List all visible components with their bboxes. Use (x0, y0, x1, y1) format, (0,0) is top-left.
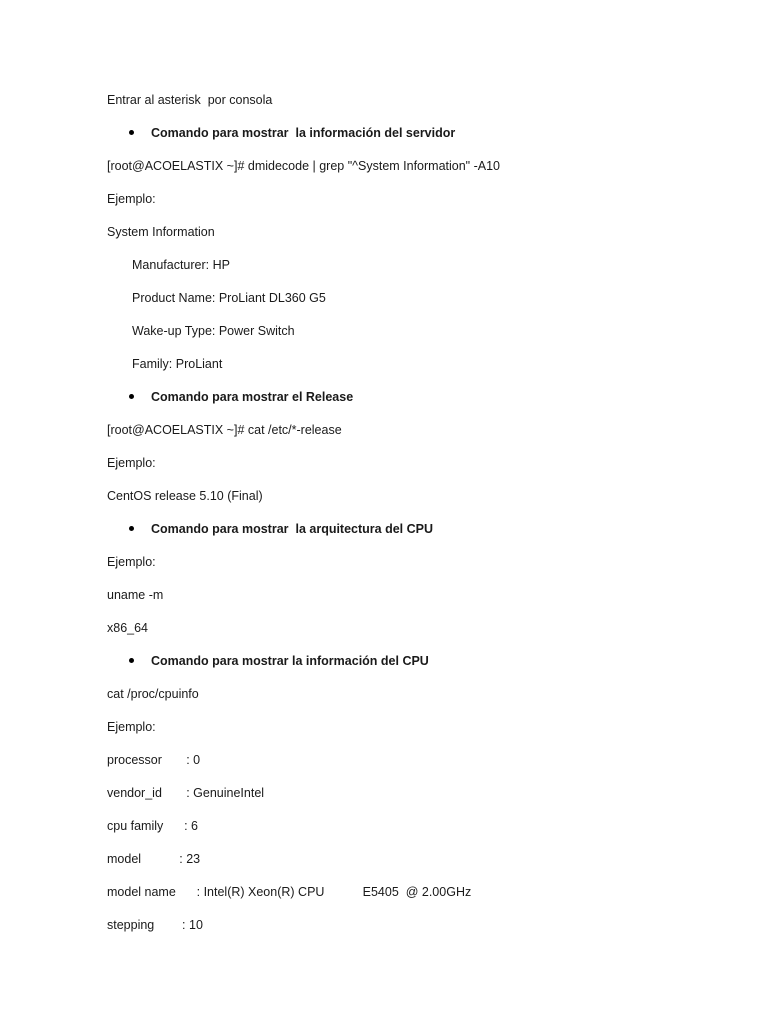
release-output: CentOS release 5.10 (Final) (107, 489, 263, 503)
heading-release: Comando para mostrar el Release (151, 390, 354, 404)
example-label: Ejemplo: (107, 192, 156, 206)
heading-cpu-architecture: Comando para mostrar la arquitectura del CPU (151, 522, 434, 536)
bullet-icon (129, 130, 134, 135)
command-dmidecode: [root@ACOELASTIX ~]# dmidecode | grep "^System Information" -A10 (107, 159, 500, 173)
example-label: Ejemplo: (107, 720, 156, 734)
example-label: Ejemplo: (107, 555, 156, 569)
bullet-icon (129, 394, 134, 399)
bullet-icon (129, 658, 134, 663)
cpuinfo-model-name: model name : Intel(R) Xeon(R) CPU E5405 @ 2.00GHz (107, 885, 472, 899)
command-uname: uname -m (107, 588, 164, 602)
bullet-icon (129, 526, 134, 531)
cpuinfo-processor: processor : 0 (107, 753, 201, 767)
command-cpuinfo: cat /proc/cpuinfo (107, 687, 199, 701)
heading-server-info: Comando para mostrar la información del servidor (151, 126, 456, 140)
command-cat-release: [root@ACOELASTIX ~]# cat /etc/*-release (107, 423, 342, 437)
intro-text: Entrar al asterisk por consola (107, 93, 273, 107)
architecture-output: x86_64 (107, 621, 149, 635)
cpuinfo-model: model : 23 (107, 852, 201, 866)
family-line: Family: ProLiant (132, 357, 223, 371)
manufacturer-line: Manufacturer: HP (132, 258, 230, 272)
cpuinfo-vendor-id: vendor_id : GenuineIntel (107, 786, 265, 800)
example-label: Ejemplo: (107, 456, 156, 470)
cpuinfo-stepping: stepping : 10 (107, 918, 203, 932)
cpuinfo-cpu-family: cpu family : 6 (107, 819, 199, 833)
system-information-title: System Information (107, 225, 215, 239)
heading-cpu-info: Comando para mostrar la información del CPU (151, 654, 429, 668)
wakeup-type-line: Wake-up Type: Power Switch (132, 324, 295, 338)
product-name-line: Product Name: ProLiant DL360 G5 (132, 291, 326, 305)
